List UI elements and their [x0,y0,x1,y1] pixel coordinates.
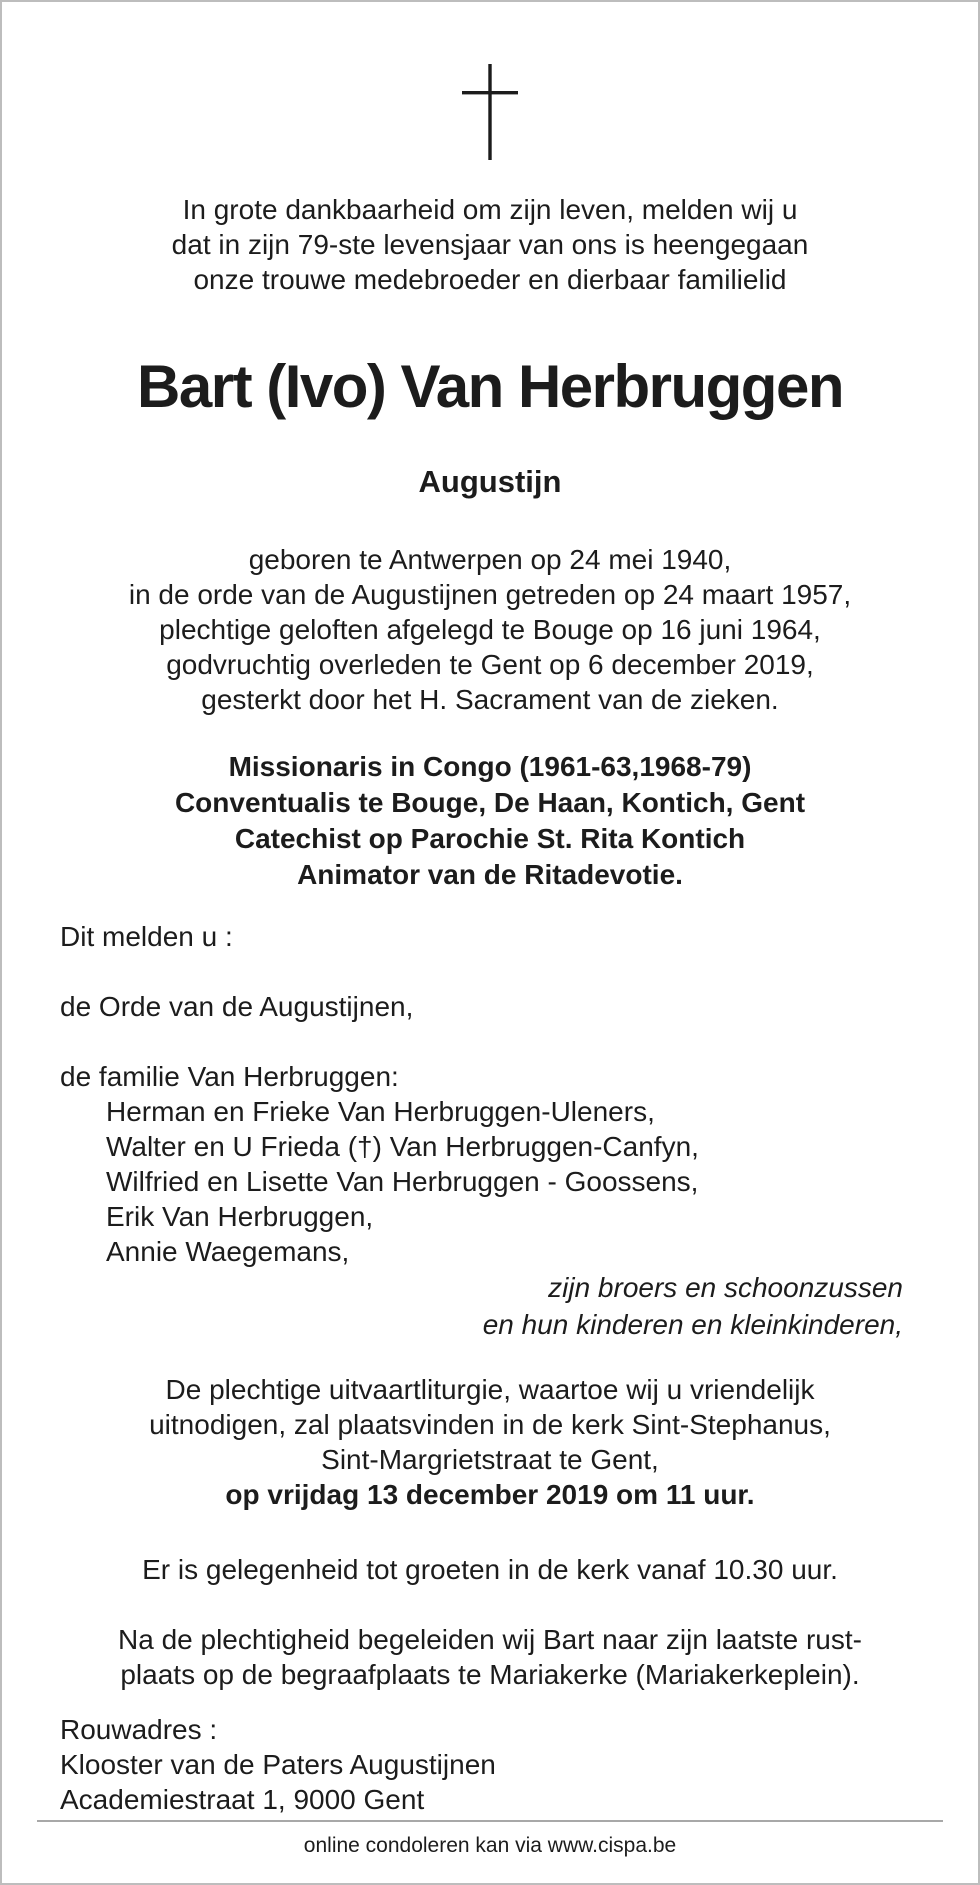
biography-line: in de orde van de Augustijnen getreden op 24 maart 1957, [128,579,852,610]
burial-info [2,1622,978,1692]
family-heading: de familie Van Herbruggen: [60,1061,399,1092]
funeral-datetime: op vrijdag 13 december 2019 om 11 uur. [225,1479,755,1510]
greeting-info: Er is gelegenheid tot groeten in de kerk vanaf 10.30 uur. [142,1554,838,1585]
biography-line: plechtige geloften afgelegd te Bouge op 16 juni 1964, [159,614,821,645]
role-item: Missionaris in Congo (1961-63,1968-79) [228,751,752,782]
family-member: Walter en U Frieda (†) Van Herbruggen-Canfyn, [106,1131,699,1162]
funeral-line: De plechtige uitvaartliturgie, waartoe wij u vriendelijk [165,1374,815,1405]
funeral-line: uitnodigen, zal plaatsvinden in de kerk Sint-Stephanus, [149,1409,831,1440]
address-line: Academiestraat 1, 9000 Gent [60,1784,425,1815]
footer-divider [37,1820,943,1822]
family-relation [483,1269,903,1343]
funeral-info [2,1372,978,1512]
biography-line: godvruchtig overleden te Gent op 6 december 2019, [166,649,814,680]
role-item: Animator van de Ritadevotie. [297,859,683,890]
funeral-line: Sint-Margrietstraat te Gent, [321,1444,659,1475]
deceased-name: Bart (Ivo) Van Herbruggen [137,353,843,420]
relation-line: zijn broers en schoonzussen [548,1272,903,1303]
burial-line: Na de plechtigheid begeleiden wij Bart naar zijn laatste rust- [118,1624,862,1655]
roles-list [2,749,978,893]
footer-condolence-text: online condoleren kan via www.cispa.be [303,1834,677,1857]
family-member: Wilfried en Lisette Van Herbruggen - Goossens, [106,1166,699,1197]
cross-icon [2,64,978,160]
address-line: Klooster van de Paters Augustijnen [60,1749,496,1780]
announcer-order: de Orde van de Augustijnen, [60,991,414,1022]
intro-line: In grote dankbaarheid om zijn leven, melden wij u [182,194,798,225]
intro-text [2,192,978,297]
family-member: Annie Waegemans, [106,1236,350,1267]
address-label: Rouwadres : [60,1714,218,1745]
biography-line: gesterkt door het H. Sacrament van de zieken. [201,684,779,715]
biography [2,542,978,717]
role-item: Catechist op Parochie St. Rita Kontich [234,823,746,854]
announcers-intro: Dit melden u : [60,921,233,952]
intro-line: onze trouwe medebroeder en dierbaar familielid [193,264,787,295]
burial-line: plaats op de begraafplaats te Mariakerke (Mariakerkeplein). [120,1659,860,1690]
mourning-address [60,1712,496,1817]
role-item: Conventualis te Bouge, De Haan, Kontich, Gent [174,787,806,818]
family-member: Herman en Frieke Van Herbruggen-Uleners, [106,1096,655,1127]
family-section [60,1059,699,1269]
biography-line: geboren te Antwerpen op 24 mei 1940, [248,544,732,575]
intro-line: dat in zijn 79-ste levensjaar van ons is heengegaan [171,229,809,260]
religious-name: Augustijn [418,464,562,499]
family-member: Erik Van Herbruggen, [106,1201,374,1232]
relation-line: en hun kinderen en kleinkinderen, [482,1309,903,1340]
